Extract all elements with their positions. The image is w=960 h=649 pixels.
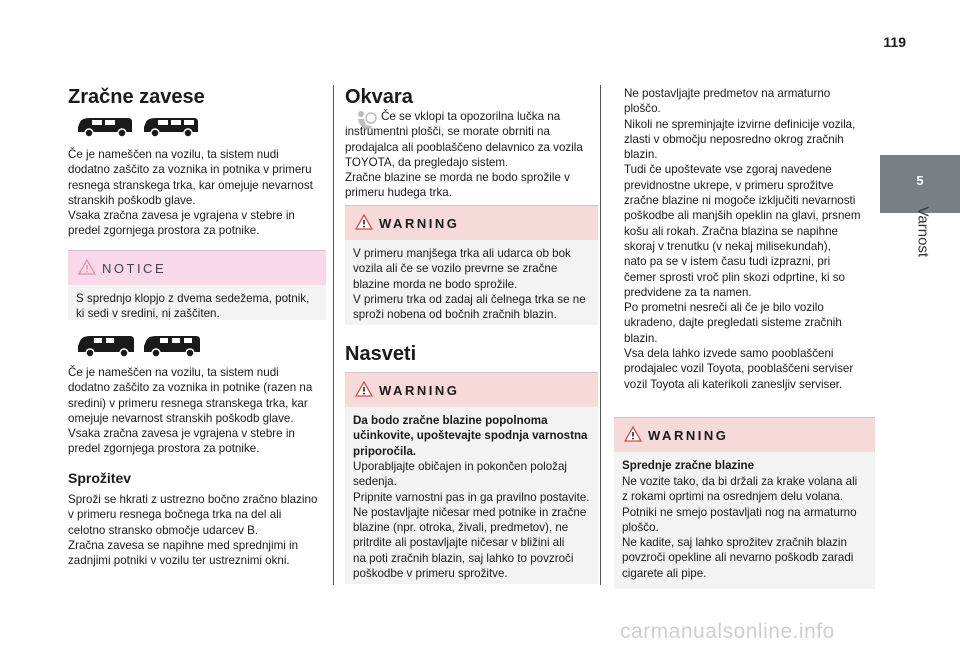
warning-box — [345, 205, 598, 325]
column-divider — [333, 85, 334, 585]
chapter-number: 5 — [916, 173, 924, 188]
section-title: Nasveti — [345, 343, 417, 365]
paragraph: Ne postavljajte predmetov na armaturno ploščo. Nikoli ne spreminjajte izvirne definicije vozila, zlasti v območju neposredno okrog zračnih blazin. Tudi če upoštevate vse zgoraj navedene previdnostne ukrepe, v primeru sprožitve zračne blazine ni mogoče izključiti nevarnosti poškodbe ali manjših opeklin na glavi, prsnem košu ali rokah. Zračna blazina se napihne skoraj v trenutku (v nekaj milisekundah), nato pa se v istem času tudi izprazni, pri čemer sprosti vroč plin skozi odprtine, ki so predvidene za ta namen. Po prometni nesreči ali če je bilo vozilo ukradeno, dajte pregledati sisteme zračnih blazin. Vsa dela lahko izvede samo pooblaščeni prodajalec vozil Toyota, pooblaščeni serviser vozil Toyota ali katerikoli zanesljiv serviser. — [624, 87, 861, 391]
warning-bold-text: Sprednje zračne blazine — [622, 459, 755, 472]
watermark: carmanualsonline.info — [620, 620, 835, 643]
van-icon — [76, 116, 134, 138]
paragraph: Če se vklopi ta opozorilna lučka na instrumentni plošči, se morate obrniti na prodajalca ali pooblaščeno delavnico za vozila TOYOTA, da pregledajo sistem. Zračne blazine se morda ne bodo sprožile v primeru hudega trka. — [345, 110, 583, 200]
warning-label: WARNING — [379, 383, 460, 398]
van-icon — [142, 334, 202, 358]
section-title: Okvara — [345, 86, 413, 108]
notice-label: NOTICE — [102, 261, 167, 276]
warning-triangle-icon — [355, 381, 373, 397]
warning-bold-text: Da bodo zračne blazine popolnoma učinkovite, upoštevajte spodnja varnostna priporočila. — [353, 414, 588, 458]
warning-header — [345, 373, 598, 407]
warning-header — [614, 418, 875, 452]
paragraph: Sproži se hkrati z ustrezno bočno zračno blazino v primeru resnega bočnega trka na del ali celotno stransko območje udarcev B. Zračna zavesa se napihne med sprednjimi in zadnjimi potniki v vozilu ter ustreznimi okni. — [68, 493, 318, 568]
notice-header — [68, 251, 326, 285]
warning-label: WARNING — [379, 216, 460, 231]
notice-box — [68, 250, 326, 320]
warning-box — [614, 417, 875, 589]
chapter-tab[interactable] — [880, 155, 960, 213]
chapter-label: Varnost — [914, 206, 932, 258]
warning-box — [345, 372, 598, 584]
warning-label: WARNING — [648, 428, 729, 443]
page-number: 119 — [883, 34, 906, 50]
paragraph: Če je nameščen na vozilu, ta sistem nudi dodatno zaščito za voznika in potnika v primeru resnega stranskega trka, kar omejuje nevarnost stranskih poškodb glave. Vsaka zračna zavesa je vgrajena v stebre in predel zgornjega prostora za potnike. — [68, 148, 313, 238]
warning-text: Uporabljajte običajen in pokončen položaj sedenja. Pripnite varnostni pas in ga pravilno postavite. Ne postavljajte ničesar med potnike in zračne blazine (npr. otroka, živali, predmetov), ne pritrdite ali postavljajte ničesar v bližini ali na poti zračnih blazin, saj lahko to povzroči poškodbe v primeru sprožitve. — [353, 460, 590, 581]
warning-triangle-icon — [78, 259, 96, 275]
van-icon — [76, 334, 136, 358]
notice-text: S sprednjo klopjo z dvema sedežema, potnik, ki sedi v sredini, ni zaščiten. — [76, 292, 310, 321]
warning-text: V primeru manjšega trka ali udarca ob bok vozila ali če se vozilo prevrne se zračne blazine morda ne bodo sprožile. V primeru trka od zadaj ali čelnega trka se ne sproži nobena od bočnih zračnih blazin. — [353, 247, 586, 322]
paragraph: Če je nameščen na vozilu, ta sistem nudi dodatno zaščito za voznika in potnike (razen na sredini) v primeru resnega stranskega trka, kar omejuje nevarnost stranskih poškodb glave. Vsaka zračna zavesa je vgrajena v stebre in predel zgornjega prostora za potnike. — [68, 366, 313, 456]
warning-triangle-icon — [355, 214, 373, 230]
section-title: Zračne zavese — [68, 86, 205, 108]
van-icon — [142, 116, 200, 138]
subsection-title: Sprožitev — [68, 470, 132, 486]
warning-triangle-icon — [624, 426, 642, 442]
warning-text: Ne vozite tako, da bi držali za krake volana ali z rokami oprtimi na osrednjem delu volana. Potniki ne smejo postavljati nog na armaturno ploščo. Ne kadite, saj lahko sprožitev zračnih blazin povzroči opekline ali nevarno poškodb zaradi cigarete ali pipe. — [622, 475, 858, 580]
warning-header — [345, 206, 598, 240]
column-divider — [600, 85, 601, 585]
